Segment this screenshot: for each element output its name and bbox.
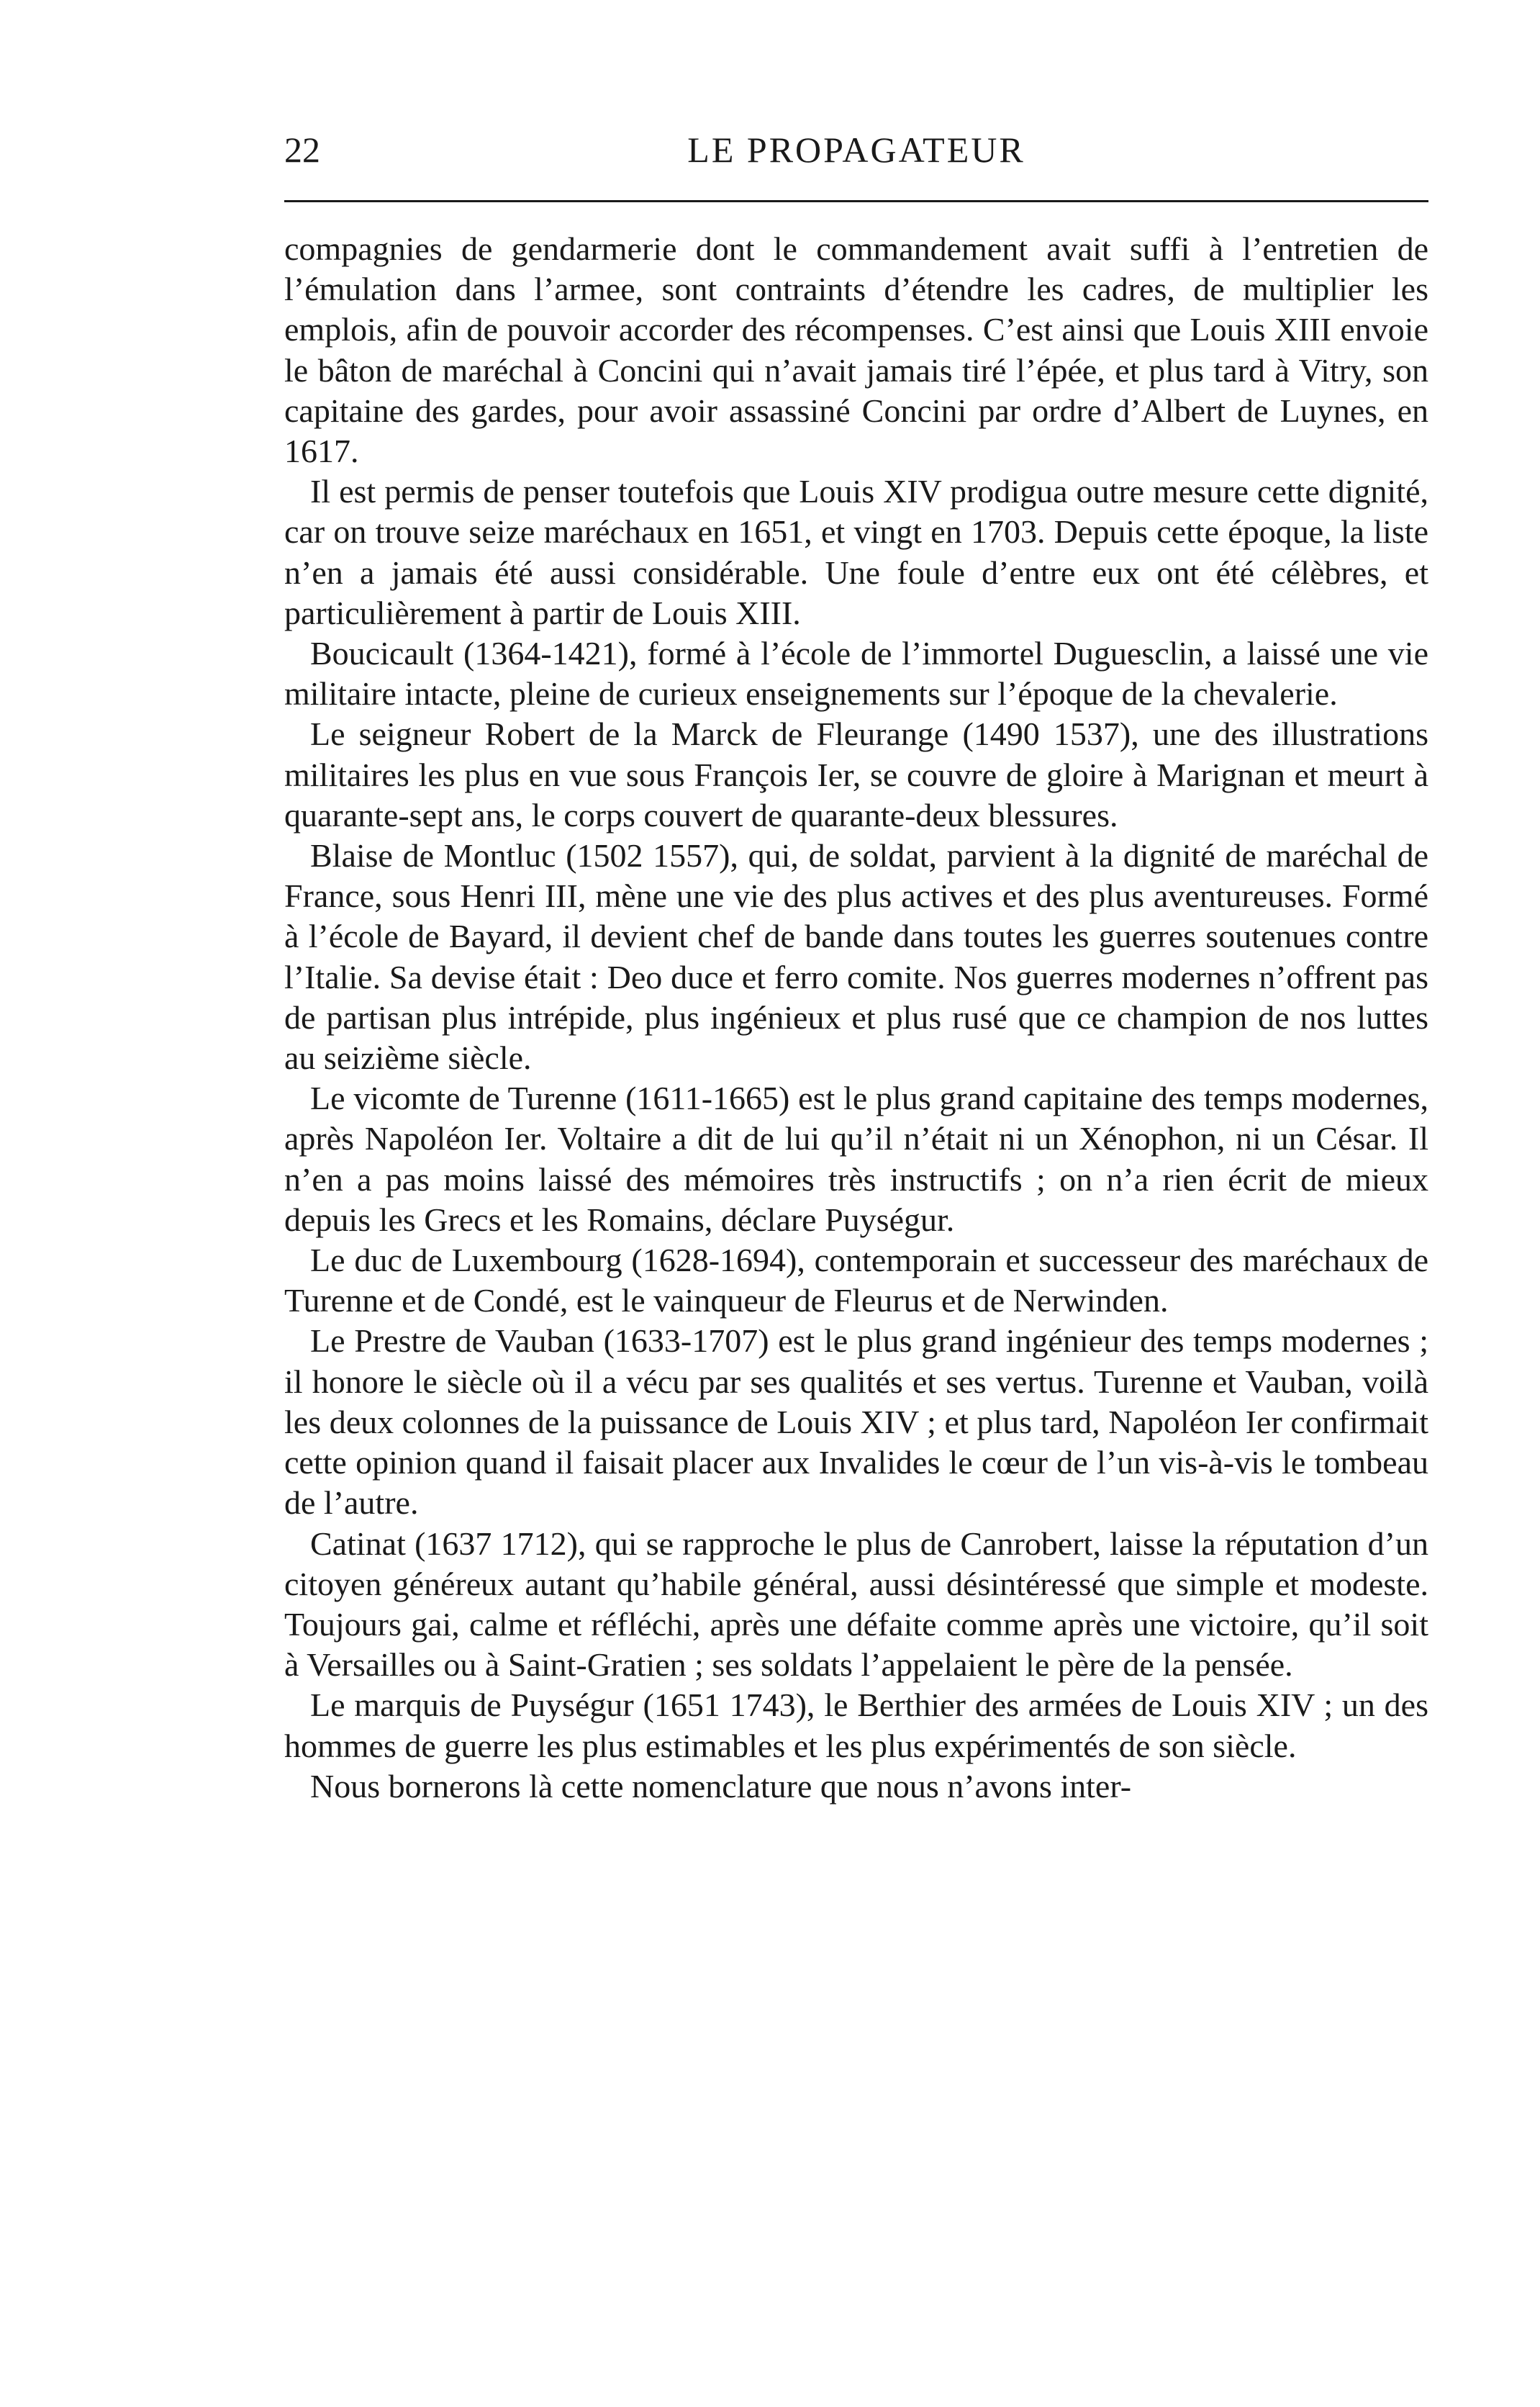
paragraph-final: Nous bornerons là cette nomenclature que nous n’avons inter- bbox=[310, 1767, 1132, 1805]
header-rule bbox=[284, 200, 1428, 202]
paragraph-fleurange: Le seigneur Robert de la Marck de Fleurange (1490 1537), une des illustrations militaires les plus en vue sous François Ier, se couvre de gloire à Marignan et meurt à quarante-sept ans, le corps couvert de quarante-deux blessures. bbox=[284, 715, 1428, 834]
paragraph-vauban: Le Prestre de Vauban (1633-1707) est le plus grand ingénieur des temps modernes ; il honore le siècle où il a vécu par ses qualités et ses vertus. Turenne et Vauban, voilà les deux colonnes de la puissance de Louis XIV ; et plus tard, Napoléon Ier confirmait cette opinion quand il faisait placer aux Invalides le cœur de l’un vis-à-vis le tombeau de l’autre. bbox=[284, 1322, 1428, 1522]
paragraph-catinat: Catinat (1637 1712), qui se rapproche le plus de Canrobert, laisse la réputation d’un citoyen généreux autant qu’habile général, aussi désintéressé que simple et modeste. Toujours gai, calme et réfléchi, après une défaite comme après une victoire, qu’il soit à Versailles ou à Saint-Gratien ; ses soldats l’appelaient le père de la pensée. bbox=[284, 1525, 1428, 1684]
paragraph-turenne: Le vicomte de Turenne (1611-1665) est le plus grand capitaine des temps modernes, après Napoléon Ier. Voltaire a dit de lui qu’il n’était ni un Xénophon, ni un César. Il n’en a pas moins laissé des mémoires très instructifs ; on n’a rien écrit de mieux depuis les Grecs et les Romains, déclare Puységur. bbox=[284, 1080, 1428, 1238]
paragraph-continued: compagnies de gendarmerie dont le commandement avait suffi à l’entretien de l’émulation dans l’armee, sont contraints d’étendre les cadres, de multiplier les emplois, afin de pouvoir accorder des récompenses. C’est ainsi que Louis XIII envoie le bâton de maréchal à Concini qui n’avait jamais tiré l’épée, et plus tard à Vitry, son capitaine des gardes, pour avoir assassiné Concini par ordre d’Albert de Luynes, en 1617. bbox=[284, 230, 1428, 470]
paragraph-montluc: Blaise de Montluc (1502 1557), qui, de soldat, parvient à la dignité de maréchal de France, sous Henri III, mène une vie des plus actives et des plus aventureuses. Formé à l’école de Bayard, il devient chef de bande dans toutes les guerres soutenues contre l’Italie. Sa devise était : Deo duce et ferro comite. Nos guerres modernes n’offrent pas de partisan plus intrépide, plus ingénieux et plus rusé que ce champion de nos luttes au seizième siècle. bbox=[284, 837, 1428, 1077]
paragraph-louis-xiv: Il est permis de penser toutefois que Louis XIV prodigua outre mesure cette dignité, car on trouve seize maréchaux en 1651, et vingt en 1703. Depuis cette époque, la liste n’en a jamais été aussi considérable. Une foule d’entre eux ont été célèbres, et particulièrement à partir de Louis XIII. bbox=[284, 473, 1428, 631]
page-header bbox=[284, 128, 1428, 186]
paragraph-puysegur: Le marquis de Puységur (1651 1743), le Berthier des armées de Louis XIV ; un des hommes de guerre les plus estimables et les plus expérimentés de son siècle. bbox=[284, 1686, 1428, 1764]
paragraph-luxembourg: Le duc de Luxembourg (1628-1694), contemporain et successeur des maréchaux de Turenne et de Condé, est le vainqueur de Fleurus et de Nerwinden. bbox=[284, 1242, 1428, 1319]
running-title: LE PROPAGATEUR bbox=[687, 130, 1025, 170]
paragraph-boucicault: Boucicault (1364-1421), formé à l’école de l’immortel Duguesclin, a laissé une vie militaire intacte, pleine de curieux enseignements sur l’époque de la chevalerie. bbox=[284, 635, 1428, 713]
body-text bbox=[284, 229, 1428, 1807]
page-number: 22 bbox=[284, 130, 320, 170]
